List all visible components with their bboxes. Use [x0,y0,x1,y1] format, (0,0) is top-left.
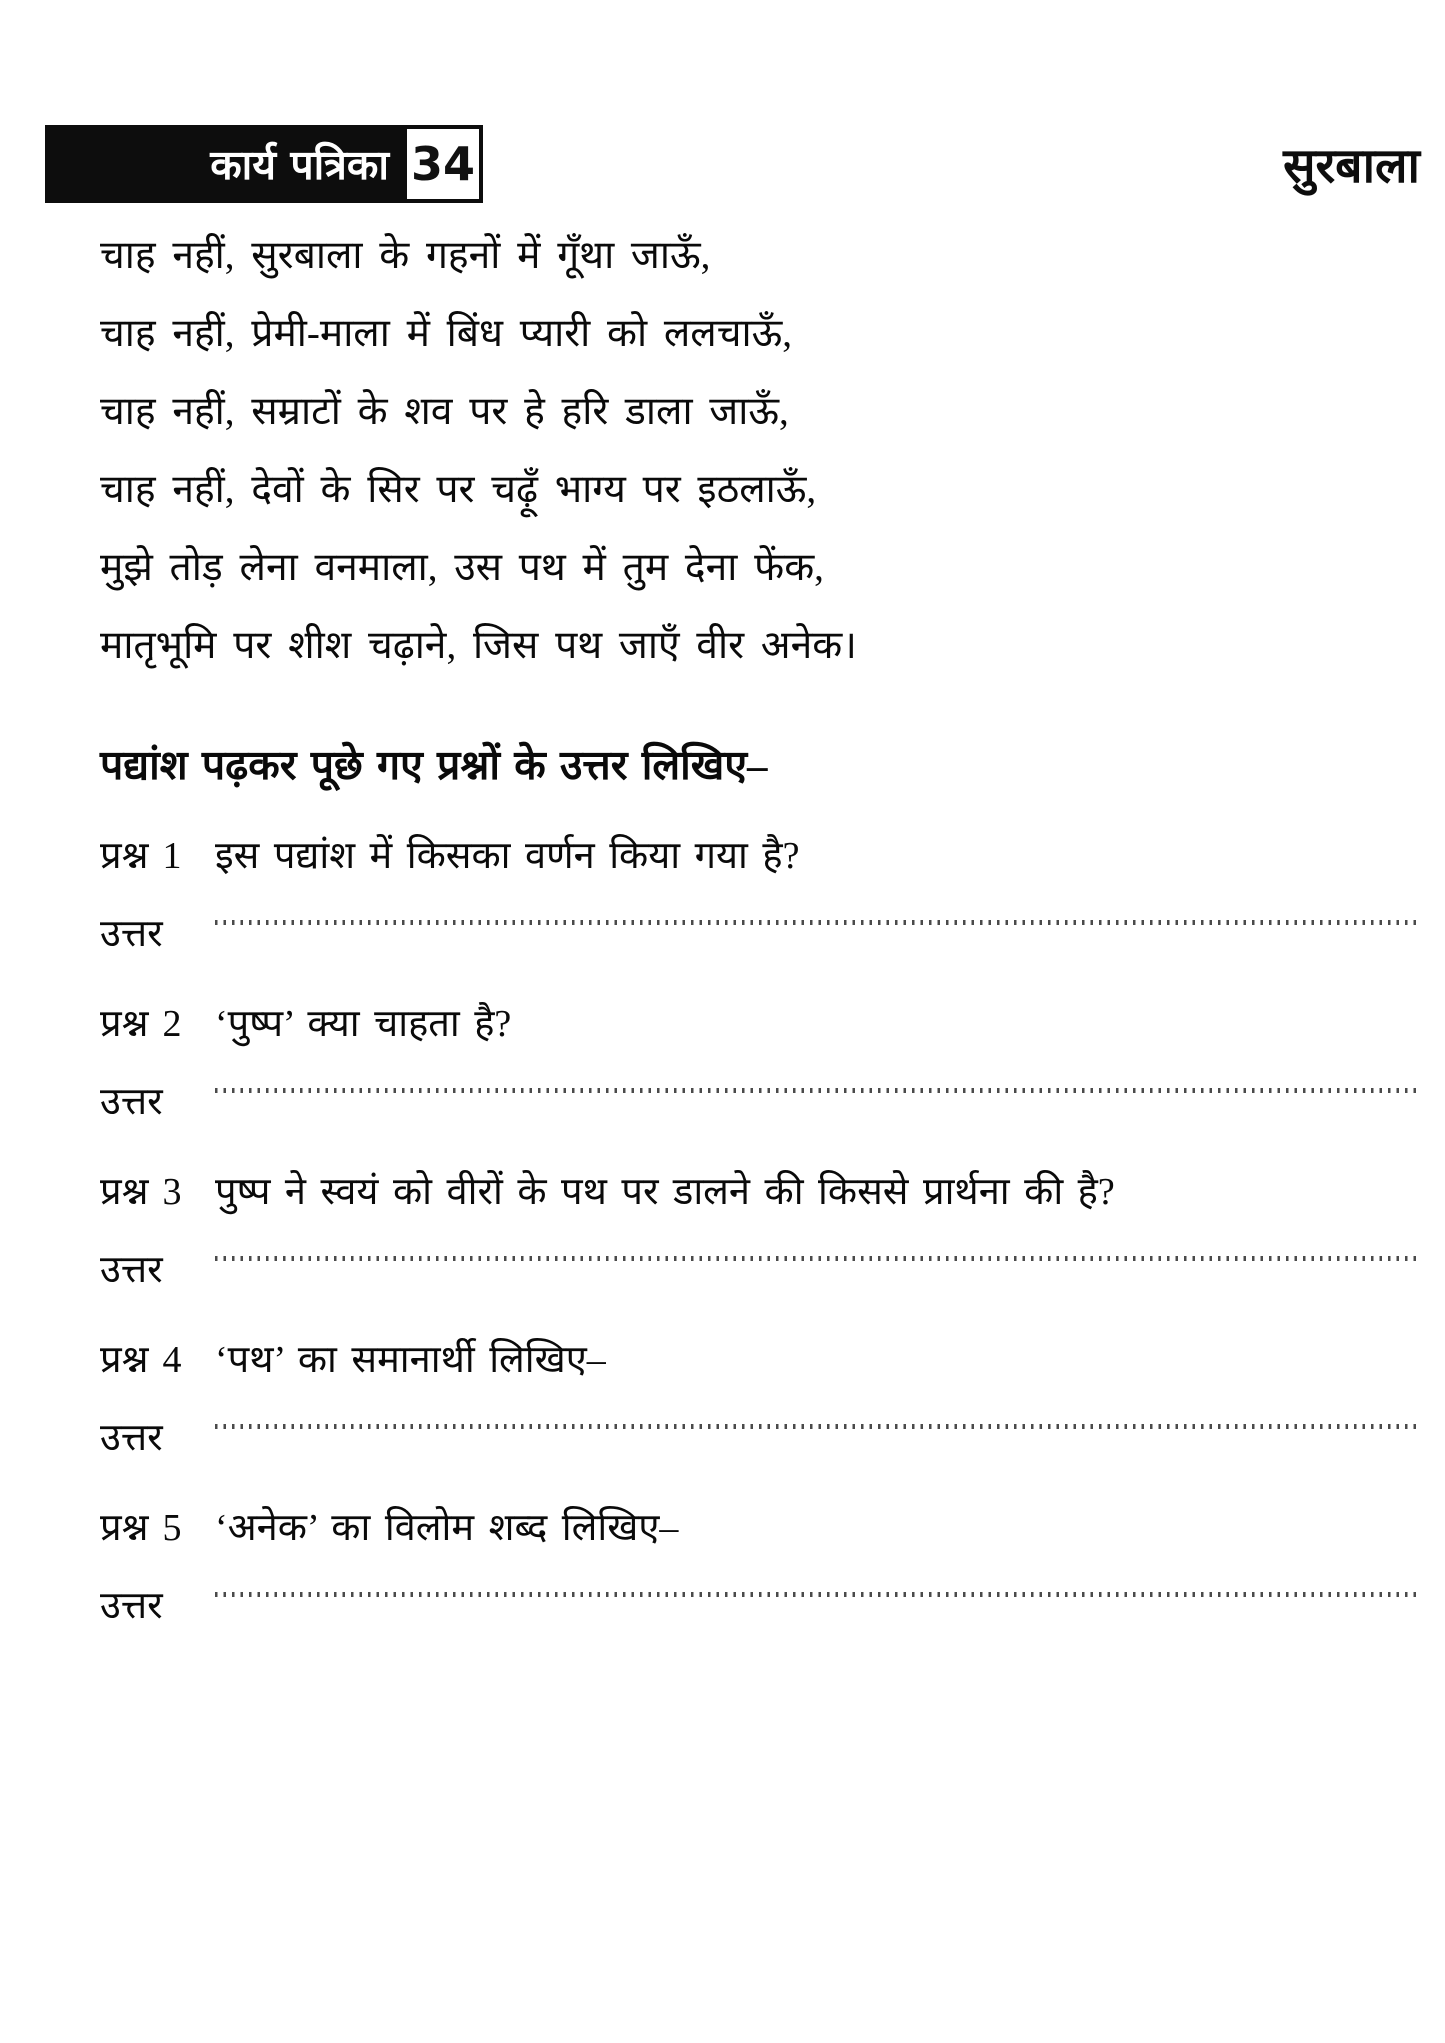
answer-row [100,1582,1420,1630]
question-row [100,1336,1420,1384]
answer-label: उत्तर [100,1249,163,1291]
question-block [100,1504,1420,1630]
poem-line: चाह नहीं, प्रेमी-माला में बिंध प्यारी को ललचाऊँ, [100,312,792,355]
question-label [100,1000,215,1048]
question-row [100,1504,1420,1552]
question-number: 4 [162,1339,182,1381]
question-text: ‘पुष्प’ क्या चाहता है? [215,1003,512,1045]
poem-line: चाह नहीं, सुरबाला के गहनों में गूँथा जाऊँ, [100,234,711,277]
question-block [100,1336,1420,1462]
question-text: ‘पथ’ का समानार्थी लिखिए– [215,1339,606,1381]
question-number: 2 [162,1003,182,1045]
question-label [100,1504,215,1552]
worksheet-badge [45,125,483,203]
answer-blank-line [215,920,1420,925]
question-text: इस पद्यांश में किसका वर्णन किया गया है? [215,835,800,877]
question-row [100,1000,1420,1048]
page-header [45,124,1420,204]
poem-line: चाह नहीं, देवों के सिर पर चढ़ूँ भाग्य पर इठलाऊँ, [100,468,817,511]
answer-row [100,1414,1420,1462]
question-label-prefix: प्रश्न [100,1339,149,1381]
poem-line: मातृभूमि पर शीश चढ़ाने, जिस पथ जाएँ वीर अनेक। [100,624,857,667]
answer-row [100,1246,1420,1294]
answer-label: उत्तर [100,913,163,955]
answer-label: उत्तर [100,1585,163,1627]
question-label-prefix: प्रश्न [100,1003,149,1045]
question-number: 1 [162,835,182,877]
answer-blank-line [215,1088,1420,1093]
instruction-heading: पद्यांश पढ़कर पूछे गए प्रश्नों के उत्तर लिखिए– [100,742,768,788]
question-text: ‘अनेक’ का विलोम शब्द लिखिए– [215,1507,679,1549]
question-label [100,1336,215,1384]
answer-row [100,910,1420,958]
answer-label: उत्तर [100,1417,163,1459]
question-label [100,832,215,880]
chapter-title: सुरबाला [1283,137,1420,194]
content [100,232,1420,1630]
poem-line: मुझे तोड़ लेना वनमाला, उस पथ में तुम देना फेंक, [100,546,824,589]
worksheet-number: 34 [407,129,479,199]
question-label-prefix: प्रश्न [100,835,149,877]
question-row [100,832,1420,880]
answer-blank-line [215,1592,1420,1597]
question-text: पुष्प ने स्वयं को वीरों के पथ पर डालने की किससे प्रार्थना की है? [215,1171,1115,1213]
answer-row [100,1078,1420,1126]
question-label-prefix: प्रश्न [100,1507,149,1549]
poem [100,232,1420,670]
question-number: 5 [162,1507,182,1549]
question-block [100,1168,1420,1294]
question-number: 3 [162,1171,182,1213]
question-block [100,832,1420,958]
question-row [100,1168,1420,1216]
question-block [100,1000,1420,1126]
worksheet-label: कार्य पत्रिका [210,141,389,189]
question-label-prefix: प्रश्न [100,1171,149,1213]
answer-label: उत्तर [100,1081,163,1123]
question-label [100,1168,215,1216]
answer-blank-line [215,1256,1420,1261]
poem-line: चाह नहीं, सम्राटों के शव पर हे हरि डाला जाऊँ, [100,390,789,433]
answer-blank-line [215,1424,1420,1429]
